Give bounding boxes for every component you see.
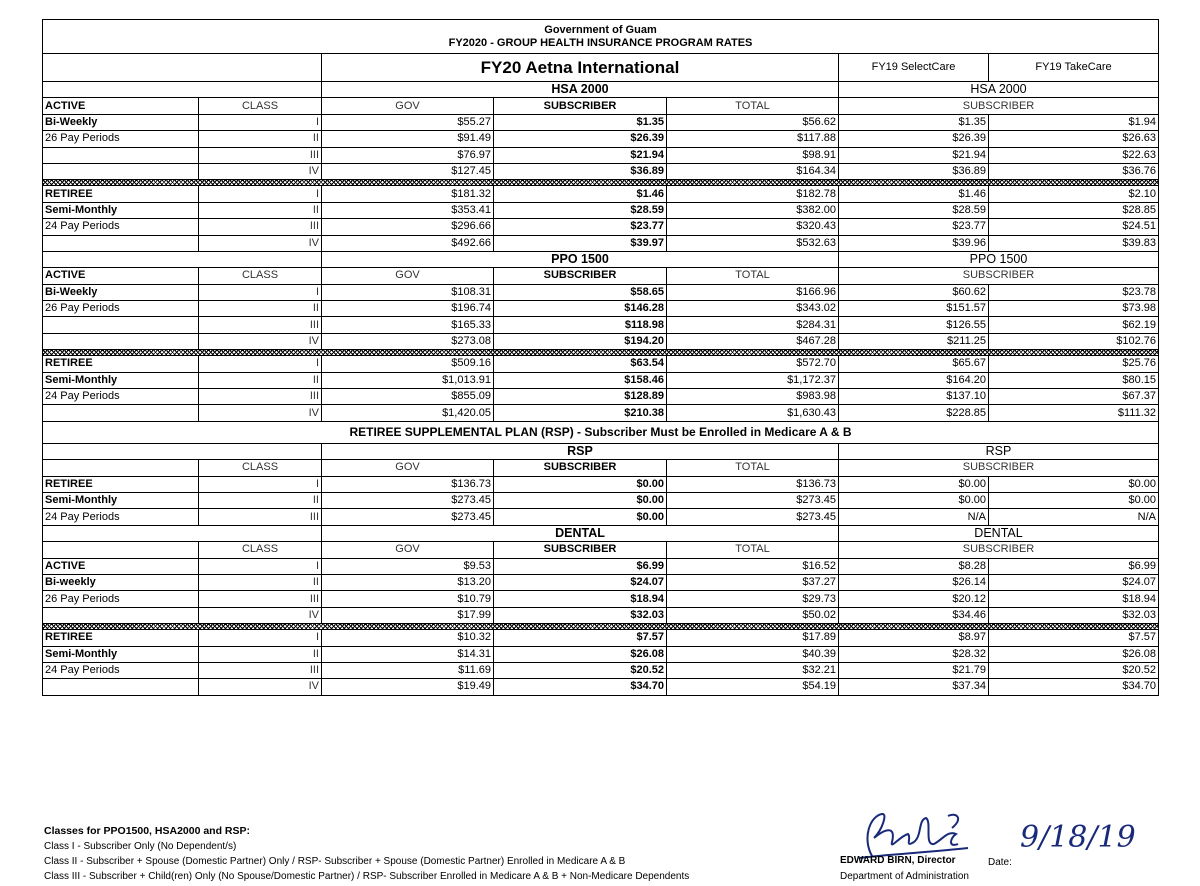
rates-table: [42, 19, 1159, 696]
table-row: [43, 114, 1159, 130]
row-label: Semi-Monthly: [43, 202, 199, 218]
fy19-selectcare-cell: $60.62: [839, 284, 989, 300]
date-label: Date:: [988, 857, 1012, 868]
class-cell: I: [199, 476, 322, 492]
fy19-takecare-cell: $18.94: [989, 591, 1159, 607]
subscriber-cell: $194.20: [494, 333, 667, 349]
row-label: Semi-Monthly: [43, 492, 199, 508]
fy19-takecare-cell: $34.70: [989, 679, 1159, 695]
fy19-selectcare-cell: $211.25: [839, 333, 989, 349]
gov-cell: $19.49: [322, 679, 494, 695]
plan-header-row: [43, 525, 1159, 541]
fy19-takecare-cell: $111.32: [989, 405, 1159, 421]
subscriber-cell: $63.54: [494, 356, 667, 372]
class-cell: I: [199, 356, 322, 372]
total-header: TOTAL: [667, 98, 839, 114]
total-cell: $320.43: [667, 219, 839, 235]
subscriber-cell: $146.28: [494, 301, 667, 317]
fy19-takecare-header: FY19 TakeCare: [989, 54, 1159, 82]
fy19-selectcare-cell: $228.85: [839, 405, 989, 421]
total-cell: $1,630.43: [667, 405, 839, 421]
table-row: [43, 163, 1159, 179]
subscriber-cell: $118.98: [494, 317, 667, 333]
fy19-takecare-cell: $102.76: [989, 333, 1159, 349]
class-cell: III: [199, 509, 322, 525]
gov-header: GOV: [322, 542, 494, 558]
gov-cell: $108.31: [322, 284, 494, 300]
title-row: [43, 20, 1159, 54]
table-row: [43, 284, 1159, 300]
fy19-selectcare-cell: $164.20: [839, 372, 989, 388]
fy19-takecare-cell: $6.99: [989, 558, 1159, 574]
class-cell: II: [199, 372, 322, 388]
row-label: 24 Pay Periods: [43, 662, 199, 678]
total-cell: $117.88: [667, 131, 839, 147]
table-row: [43, 235, 1159, 251]
total-cell: $166.96: [667, 284, 839, 300]
subscriber-header: SUBSCRIBER: [494, 460, 667, 476]
row-label: 26 Pay Periods: [43, 301, 199, 317]
fy19-selectcare-cell: $21.79: [839, 662, 989, 678]
fy19-takecare-cell: $67.37: [989, 389, 1159, 405]
fy19-plan-name: PPO 1500: [839, 251, 1159, 267]
total-cell: $56.62: [667, 114, 839, 130]
subscriber-cell: $20.52: [494, 662, 667, 678]
fy19-selectcare-cell: $20.12: [839, 591, 989, 607]
table-row: [43, 679, 1159, 695]
gov-cell: $353.41: [322, 202, 494, 218]
class-cell: III: [199, 147, 322, 163]
class-cell: IV: [199, 235, 322, 251]
row-label: RETIREE: [43, 356, 199, 372]
total-header: TOTAL: [667, 460, 839, 476]
subscriber-cell: $7.57: [494, 630, 667, 646]
gov-cell: $10.32: [322, 630, 494, 646]
plan-name: HSA 2000: [322, 82, 839, 98]
fy19-selectcare-cell: $137.10: [839, 389, 989, 405]
blank-cell: [43, 82, 322, 98]
subscriber-cell: $36.89: [494, 163, 667, 179]
class-cell: I: [199, 630, 322, 646]
gov-cell: $127.45: [322, 163, 494, 179]
row-label: 24 Pay Periods: [43, 219, 199, 235]
fy19-selectcare-cell: $126.55: [839, 317, 989, 333]
gov-cell: $14.31: [322, 646, 494, 662]
blank-cell: [43, 54, 322, 82]
total-cell: $273.45: [667, 509, 839, 525]
class-cell: II: [199, 492, 322, 508]
fy19-takecare-cell: $24.07: [989, 574, 1159, 590]
subscriber-cell: $0.00: [494, 509, 667, 525]
gov-cell: $509.16: [322, 356, 494, 372]
gov-cell: $10.79: [322, 591, 494, 607]
blank-cell: [43, 443, 322, 459]
total-cell: $164.34: [667, 163, 839, 179]
table-row: [43, 333, 1159, 349]
total-cell: $182.78: [667, 186, 839, 202]
fy19-takecare-cell: $39.83: [989, 235, 1159, 251]
gov-cell: $181.32: [322, 186, 494, 202]
gov-cell: $1,420.05: [322, 405, 494, 421]
row-label: Semi-Monthly: [43, 372, 199, 388]
total-cell: $284.31: [667, 317, 839, 333]
fy19-takecare-cell: $73.98: [989, 301, 1159, 317]
fy19-plan-name: DENTAL: [839, 525, 1159, 541]
total-cell: $16.52: [667, 558, 839, 574]
fy19-subscriber-header: SUBSCRIBER: [839, 268, 1159, 284]
signatory-department: Department of Administration: [840, 871, 969, 882]
total-cell: $343.02: [667, 301, 839, 317]
row-label: [43, 147, 199, 163]
table-row: [43, 301, 1159, 317]
plan-title-row: [43, 54, 1159, 82]
fy19-takecare-cell: $26.63: [989, 131, 1159, 147]
fy19-takecare-cell: $20.52: [989, 662, 1159, 678]
table-row: [43, 558, 1159, 574]
plan-header-row: [43, 82, 1159, 98]
fy19-subscriber-header: SUBSCRIBER: [839, 460, 1159, 476]
class-cell: II: [199, 646, 322, 662]
row-label: 26 Pay Periods: [43, 591, 199, 607]
table-row: [43, 389, 1159, 405]
class-cell: IV: [199, 679, 322, 695]
subscriber-cell: $18.94: [494, 591, 667, 607]
class-header: CLASS: [199, 98, 322, 114]
blank-cell: [43, 542, 199, 558]
row-label: 24 Pay Periods: [43, 509, 199, 525]
gov-cell: $91.49: [322, 131, 494, 147]
total-cell: $467.28: [667, 333, 839, 349]
class-cell: I: [199, 114, 322, 130]
gov-cell: $11.69: [322, 662, 494, 678]
class-cell: I: [199, 558, 322, 574]
fy19-selectcare-cell: $1.35: [839, 114, 989, 130]
gov-cell: $17.99: [322, 607, 494, 623]
gov-cell: $13.20: [322, 574, 494, 590]
subscriber-cell: $24.07: [494, 574, 667, 590]
row-label: RETIREE: [43, 630, 199, 646]
class-cell: I: [199, 186, 322, 202]
govt-title: Government of Guam: [544, 23, 657, 36]
class-cell: III: [199, 219, 322, 235]
class-cell: IV: [199, 163, 322, 179]
column-header-row: [43, 268, 1159, 284]
subscriber-cell: $158.46: [494, 372, 667, 388]
total-cell: $32.21: [667, 662, 839, 678]
fy19-selectcare-cell: $26.39: [839, 131, 989, 147]
total-cell: $572.70: [667, 356, 839, 372]
fy19-takecare-cell: $24.51: [989, 219, 1159, 235]
total-cell: $1,172.37: [667, 372, 839, 388]
fy19-selectcare-cell: $28.59: [839, 202, 989, 218]
fy19-selectcare-cell: $0.00: [839, 492, 989, 508]
table-row: [43, 219, 1159, 235]
row-label: Bi-Weekly: [43, 114, 199, 130]
class-cell: III: [199, 662, 322, 678]
column-header-row: [43, 460, 1159, 476]
subscriber-cell: $39.97: [494, 235, 667, 251]
subscriber-header: SUBSCRIBER: [494, 98, 667, 114]
fy19-takecare-cell: $28.85: [989, 202, 1159, 218]
class-header: CLASS: [199, 542, 322, 558]
fy19-selectcare-cell: $28.32: [839, 646, 989, 662]
gov-header: GOV: [322, 268, 494, 284]
classes-heading: Classes for PPO1500, HSA2000 and RSP:: [44, 825, 251, 837]
fy19-selectcare-header: FY19 SelectCare: [839, 54, 989, 82]
rsp-banner-row: [43, 421, 1159, 443]
table-row: [43, 646, 1159, 662]
row-label: [43, 405, 199, 421]
table-row: [43, 372, 1159, 388]
table-row: [43, 492, 1159, 508]
gov-header: GOV: [322, 460, 494, 476]
fy19-takecare-cell: $1.94: [989, 114, 1159, 130]
fy19-selectcare-cell: $34.46: [839, 607, 989, 623]
table-row: [43, 356, 1159, 372]
class-cell: II: [199, 131, 322, 147]
total-header: TOTAL: [667, 268, 839, 284]
fy19-selectcare-cell: $151.57: [839, 301, 989, 317]
row-label: [43, 679, 199, 695]
class-1-note: Class I - Subscriber Only (No Dependent/s): [44, 841, 237, 852]
gov-cell: $76.97: [322, 147, 494, 163]
class-cell: IV: [199, 607, 322, 623]
class-cell: III: [199, 389, 322, 405]
row-label: [43, 333, 199, 349]
fy19-takecare-cell: $22.63: [989, 147, 1159, 163]
fy19-selectcare-cell: $23.77: [839, 219, 989, 235]
row-label: [43, 235, 199, 251]
fy19-selectcare-cell: $0.00: [839, 476, 989, 492]
table-row: [43, 202, 1159, 218]
gov-cell: $9.53: [322, 558, 494, 574]
total-cell: $29.73: [667, 591, 839, 607]
rsp-banner: RETIREE SUPPLEMENTAL PLAN (RSP) - Subscriber Must be Enrolled in Medicare A & B: [43, 421, 1159, 443]
gov-cell: $273.45: [322, 492, 494, 508]
class-cell: II: [199, 202, 322, 218]
fy19-takecare-cell: $0.00: [989, 476, 1159, 492]
class-cell: III: [199, 317, 322, 333]
table-row: [43, 317, 1159, 333]
fy19-takecare-cell: $36.76: [989, 163, 1159, 179]
gov-cell: $273.45: [322, 509, 494, 525]
subscriber-cell: $0.00: [494, 492, 667, 508]
table-row: [43, 574, 1159, 590]
fy19-takecare-cell: $25.76: [989, 356, 1159, 372]
row-label: ACTIVE: [43, 558, 199, 574]
gov-cell: $1,013.91: [322, 372, 494, 388]
subscriber-cell: $128.89: [494, 389, 667, 405]
fy19-takecare-cell: $0.00: [989, 492, 1159, 508]
gov-cell: $296.66: [322, 219, 494, 235]
fy19-plan-name: RSP: [839, 443, 1159, 459]
table-row: [43, 591, 1159, 607]
class-cell: II: [199, 574, 322, 590]
program-title: FY2020 - GROUP HEALTH INSURANCE PROGRAM RATES: [448, 36, 753, 49]
subscriber-header: SUBSCRIBER: [494, 268, 667, 284]
class-header: CLASS: [199, 268, 322, 284]
total-cell: $98.91: [667, 147, 839, 163]
blank-cell: [43, 525, 322, 541]
row-label: Bi-weekly: [43, 574, 199, 590]
gov-cell: $273.08: [322, 333, 494, 349]
plan-name: PPO 1500: [322, 251, 839, 267]
subscriber-cell: $26.39: [494, 131, 667, 147]
group-label: ACTIVE: [43, 98, 199, 114]
gov-cell: $165.33: [322, 317, 494, 333]
plan-name: RSP: [322, 443, 839, 459]
blank-cell: [43, 251, 322, 267]
class-header: CLASS: [199, 460, 322, 476]
fy19-selectcare-cell: N/A: [839, 509, 989, 525]
subscriber-cell: $34.70: [494, 679, 667, 695]
fy19-takecare-cell: $26.08: [989, 646, 1159, 662]
fy19-plan-name: HSA 2000: [839, 82, 1159, 98]
total-cell: $983.98: [667, 389, 839, 405]
row-label: [43, 317, 199, 333]
subscriber-header: SUBSCRIBER: [494, 542, 667, 558]
class-cell: I: [199, 284, 322, 300]
total-cell: $50.02: [667, 607, 839, 623]
total-cell: $532.63: [667, 235, 839, 251]
fy19-selectcare-cell: $8.97: [839, 630, 989, 646]
class-cell: IV: [199, 333, 322, 349]
total-cell: $17.89: [667, 630, 839, 646]
gov-header: GOV: [322, 98, 494, 114]
class-2-note: Class II - Subscriber + Spouse (Domestic Partner) Only / RSP- Subscriber + Spouse (Domestic Partner) Enrolled in Medicare A & B: [44, 856, 626, 867]
row-label: Bi-Weekly: [43, 284, 199, 300]
total-cell: $37.27: [667, 574, 839, 590]
subscriber-cell: $28.59: [494, 202, 667, 218]
table-row: [43, 186, 1159, 202]
row-label: [43, 607, 199, 623]
fy19-selectcare-cell: $65.67: [839, 356, 989, 372]
gov-cell: $492.66: [322, 235, 494, 251]
gov-cell: $136.73: [322, 476, 494, 492]
fy19-selectcare-cell: $8.28: [839, 558, 989, 574]
class-3-note: Class III - Subscriber + Child(ren) Only (No Spouse/Domestic Partner) / RSP- Subscriber Enrolled in Medicare A & B + Non-Medicare Dependents: [44, 871, 690, 882]
subscriber-cell: $32.03: [494, 607, 667, 623]
gov-cell: $55.27: [322, 114, 494, 130]
gov-cell: $196.74: [322, 301, 494, 317]
table-row: [43, 607, 1159, 623]
plan-title: FY20 Aetna International: [322, 54, 839, 82]
signature-date: 9/18/19: [1020, 820, 1136, 855]
fy19-subscriber-header: SUBSCRIBER: [839, 98, 1159, 114]
plan-header-row: [43, 251, 1159, 267]
total-cell: $273.45: [667, 492, 839, 508]
row-label: RETIREE: [43, 186, 199, 202]
row-label: Semi-Monthly: [43, 646, 199, 662]
class-cell: II: [199, 301, 322, 317]
signatory-name: EDWARD BIRN, Director: [840, 855, 956, 866]
row-label: RETIREE: [43, 476, 199, 492]
subscriber-cell: $21.94: [494, 147, 667, 163]
fy19-selectcare-cell: $1.46: [839, 186, 989, 202]
blank-cell: [43, 460, 199, 476]
subscriber-cell: $1.46: [494, 186, 667, 202]
fy19-selectcare-cell: $39.96: [839, 235, 989, 251]
total-cell: $136.73: [667, 476, 839, 492]
fy19-selectcare-cell: $36.89: [839, 163, 989, 179]
plan-header-row: [43, 443, 1159, 459]
plan-name: DENTAL: [322, 525, 839, 541]
total-cell: $382.00: [667, 202, 839, 218]
subscriber-cell: $210.38: [494, 405, 667, 421]
subscriber-cell: $6.99: [494, 558, 667, 574]
fy19-takecare-cell: $62.19: [989, 317, 1159, 333]
subscriber-cell: $1.35: [494, 114, 667, 130]
row-label: 26 Pay Periods: [43, 131, 199, 147]
row-label: 24 Pay Periods: [43, 389, 199, 405]
class-cell: IV: [199, 405, 322, 421]
total-header: TOTAL: [667, 542, 839, 558]
table-row: [43, 131, 1159, 147]
fy19-takecare-cell: $7.57: [989, 630, 1159, 646]
subscriber-cell: $58.65: [494, 284, 667, 300]
table-row: [43, 630, 1159, 646]
table-row: [43, 509, 1159, 525]
column-header-row: [43, 98, 1159, 114]
table-row: [43, 405, 1159, 421]
fy19-selectcare-cell: $37.34: [839, 679, 989, 695]
fy19-subscriber-header: SUBSCRIBER: [839, 542, 1159, 558]
table-row: [43, 662, 1159, 678]
fy19-takecare-cell: $2.10: [989, 186, 1159, 202]
total-cell: $40.39: [667, 646, 839, 662]
subscriber-cell: $26.08: [494, 646, 667, 662]
column-header-row: [43, 542, 1159, 558]
subscriber-cell: $23.77: [494, 219, 667, 235]
fy19-takecare-cell: N/A: [989, 509, 1159, 525]
fy19-takecare-cell: $32.03: [989, 607, 1159, 623]
class-cell: III: [199, 591, 322, 607]
gov-cell: $855.09: [322, 389, 494, 405]
document-title: [43, 20, 1159, 54]
table-row: [43, 476, 1159, 492]
row-label: [43, 163, 199, 179]
fy19-selectcare-cell: $26.14: [839, 574, 989, 590]
fy19-takecare-cell: $80.15: [989, 372, 1159, 388]
group-label: ACTIVE: [43, 268, 199, 284]
fy19-takecare-cell: $23.78: [989, 284, 1159, 300]
fy19-selectcare-cell: $21.94: [839, 147, 989, 163]
subscriber-cell: $0.00: [494, 476, 667, 492]
table-row: [43, 147, 1159, 163]
total-cell: $54.19: [667, 679, 839, 695]
